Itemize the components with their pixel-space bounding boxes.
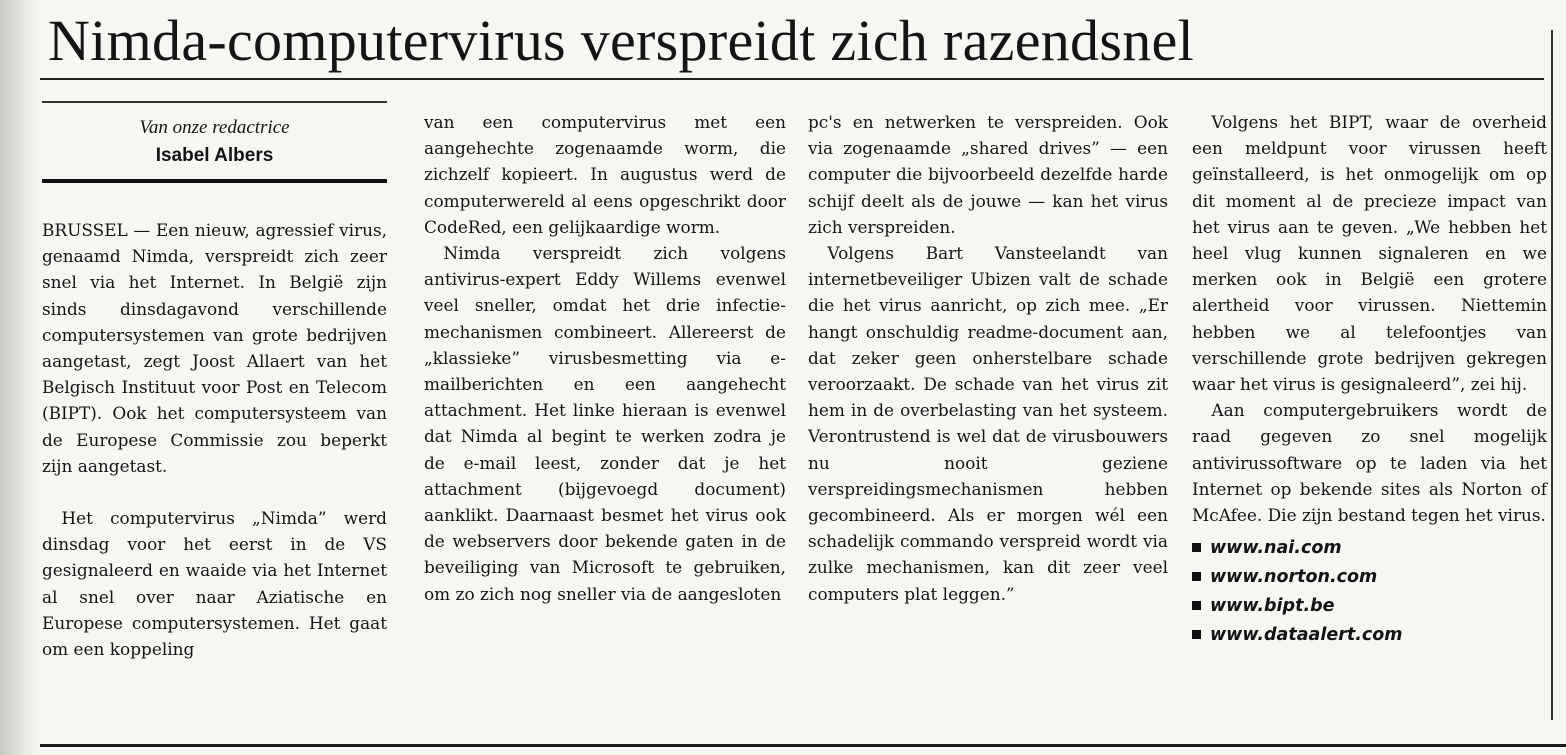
scan-edge — [0, 0, 40, 755]
byline-rule-top — [42, 101, 387, 103]
headline: Nimda-computervirus verspreidt zich razendsnel — [48, 8, 1194, 73]
headline-rule — [40, 78, 1544, 80]
article-column-4 — [1192, 109, 1547, 650]
link-item[interactable] — [1192, 563, 1547, 592]
bottom-rule — [40, 744, 1566, 747]
paragraph: van een computervirus met een aangehechte zogenaamde worm, die zichzelf kopieert. In augustus werd de computerwereld al eens opgeschrikt door CodeRed, een gelijkaardige worm. — [424, 112, 786, 237]
article-column-1 — [42, 217, 387, 662]
paragraph: pc's en netwerken te verspreiden. Ook via zogenaamde „shared drives” — een computer die bijvoorbeeld dezelfde harde schijf deelt als de jouwe — kan het virus zich verspreiden. — [808, 112, 1168, 237]
article-column-3 — [808, 109, 1168, 607]
bullet-icon — [1192, 601, 1201, 610]
link-item[interactable] — [1192, 534, 1547, 563]
paragraph: Nimda verspreidt zich volgens antivirus-expert Eddy Willems evenwel veel sneller, omdat het drie infectie-mechanismen combineert. Allereerst de „klassieke” virusbesmetting via e-mailberichten en een aangehecht attachment. Het linke hieraan is evenwel dat Nimda al begint te werken zodra je de e-mail leest, zonder dat je het attachment (bijgevoegd document) aanklikt. Daarnaast besmet het virus ook de webservers door bekende gaten in de beveiliging van Microsoft te gebruiken, om zo zich nog sneller via de aangesloten — [424, 243, 786, 604]
right-border-rule — [1551, 30, 1553, 720]
paragraph: BRUSSEL — Een nieuw, agressief virus, genaamd Nimda, verspreidt zich zeer snel via het Internet. In België zijn sinds dinsdagavond verschillende computersystemen van grote bedrijven aangetast, zegt Joost Allaert van het Belgisch Instituut voor Post en Telecom (BIPT). Ook het computersysteem van de Europese Commissie zou beperkt zijn aangetast. — [42, 220, 387, 476]
link-text[interactable]: www.bipt.be — [1210, 596, 1335, 617]
byline-rule-bottom — [42, 179, 387, 183]
link-text[interactable]: www.dataalert.com — [1210, 625, 1403, 646]
link-text[interactable]: www.norton.com — [1210, 567, 1378, 588]
link-item[interactable] — [1192, 621, 1547, 650]
byline-author: Isabel Albers — [155, 145, 274, 166]
bullet-icon — [1192, 572, 1201, 581]
link-text[interactable]: www.nai.com — [1210, 538, 1342, 559]
paragraph: Volgens Bart Vansteelandt van internetbeveiliger Ubizen valt de schade die het virus aanricht, op zich mee. „Er hangt onschuldig readme-document aan, dat zeker geen onherstelbare schade veroorzaakt. De schade van het virus zit hem in de overbelasting van het systeem. Verontrustend is wel dat de virusbouwers nu nooit geziene verspreidingsmechanismen hebben gecombineerd. Als er morgen wél een schadelijk commando verspreid wordt via zulke mechanismen, kan dit zeer veel computers plat leggen.” — [808, 243, 1168, 604]
byline-intro: Van onze redactrice — [139, 117, 290, 138]
bullet-icon — [1192, 630, 1201, 639]
article-column-2 — [424, 109, 786, 607]
paragraph: Volgens het BIPT, waar de overheid een meldpunt voor virussen heeft geïnstalleerd, is het onmogelijk om op dit moment al de precieze impact van het virus aan te geven. „We hebben het heel vlug kunnen signaleren en we merken ook in België een grotere alertheid voor virussen. Niettemin hebben we al telefoontjes van verschillende grote bedrijven gekregen waar het virus is gesignaleerd”, zei hij. — [1192, 112, 1547, 395]
paragraph: Het computervirus „Nimda” werd dinsdag voor het eerst in de VS gesignaleerd en waaide via het Internet al snel over naar Aziatische en Europese computersystemen. Het gaat om een koppeling — [42, 508, 387, 660]
link-item[interactable] — [1192, 592, 1547, 621]
link-list — [1192, 534, 1547, 650]
bullet-icon — [1192, 543, 1201, 552]
paragraph: Aan computergebruikers wordt de raad gegeven zo snel mogelijk antivirussoftware op te laden via het Internet op bekende sites als Norton of McAfee. Die zijn bestand tegen het virus. — [1192, 400, 1547, 526]
